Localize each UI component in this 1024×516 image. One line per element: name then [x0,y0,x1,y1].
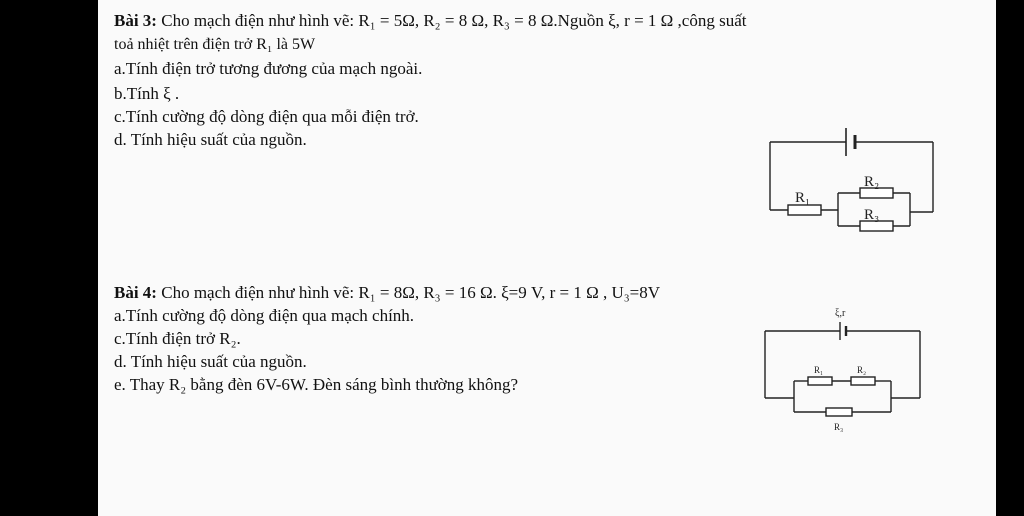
bai3-item-a: a.Tính điện trở tương đương của mạch ngoài. [114,59,423,78]
bai4-label-r2: R₂ [857,365,867,375]
bai4-resistor-r1 [808,377,832,385]
bai4-item-c: c.Tính điện trở R₂. [114,329,241,348]
bai4-resistor-r2 [851,377,875,385]
bai3-line2: toả nhiệt trên điện trở R₁ là 5W [114,36,316,53]
bai3-label-r2: R₂ [864,174,880,190]
bai4-label-r3: R₃ [834,422,844,432]
document-page [98,0,996,516]
bai3-label-r1: R₁ [795,190,811,206]
bai4-label-source: ξ,r [835,308,846,319]
bai4-resistor-r3 [826,408,852,416]
bai3-label-r3: R₃ [864,207,880,223]
bai4-label-r1: R₁ [814,365,824,375]
bai4-item-d: d. Tính hiệu suất của nguồn. [114,352,307,371]
bai4-item-e: e. Thay R₂ bằng đèn 6V-6W. Đèn sáng bình thường không? [114,375,519,394]
bai4-circuit-diagram [98,0,996,516]
bai3-item-d: d. Tính hiệu suất của nguồn. [114,130,307,149]
bai4-item-a: a.Tính cường độ dòng điện qua mạch chính. [114,306,415,325]
bai3-item-b: b.Tính ξ . [114,84,180,103]
bai3-item-c: c.Tính cường độ dòng điện qua mỗi điện trở. [114,107,419,126]
bai4-statement: Cho mạch điện như hình vẽ: R₁ = 8Ω, R₃ = 16 Ω. ξ=9 V, r = 1 Ω , U₃=8V [161,283,661,302]
bai4-heading: Bài 4: [114,283,157,302]
bai3-statement: Cho mạch điện như hình vẽ: R₁ = 5Ω, R₂ = 8 Ω, R₃ = 8 Ω.Nguồn ξ, r = 1 Ω ,công suất [161,11,747,30]
bai3-heading: Bài 3: [114,11,157,30]
